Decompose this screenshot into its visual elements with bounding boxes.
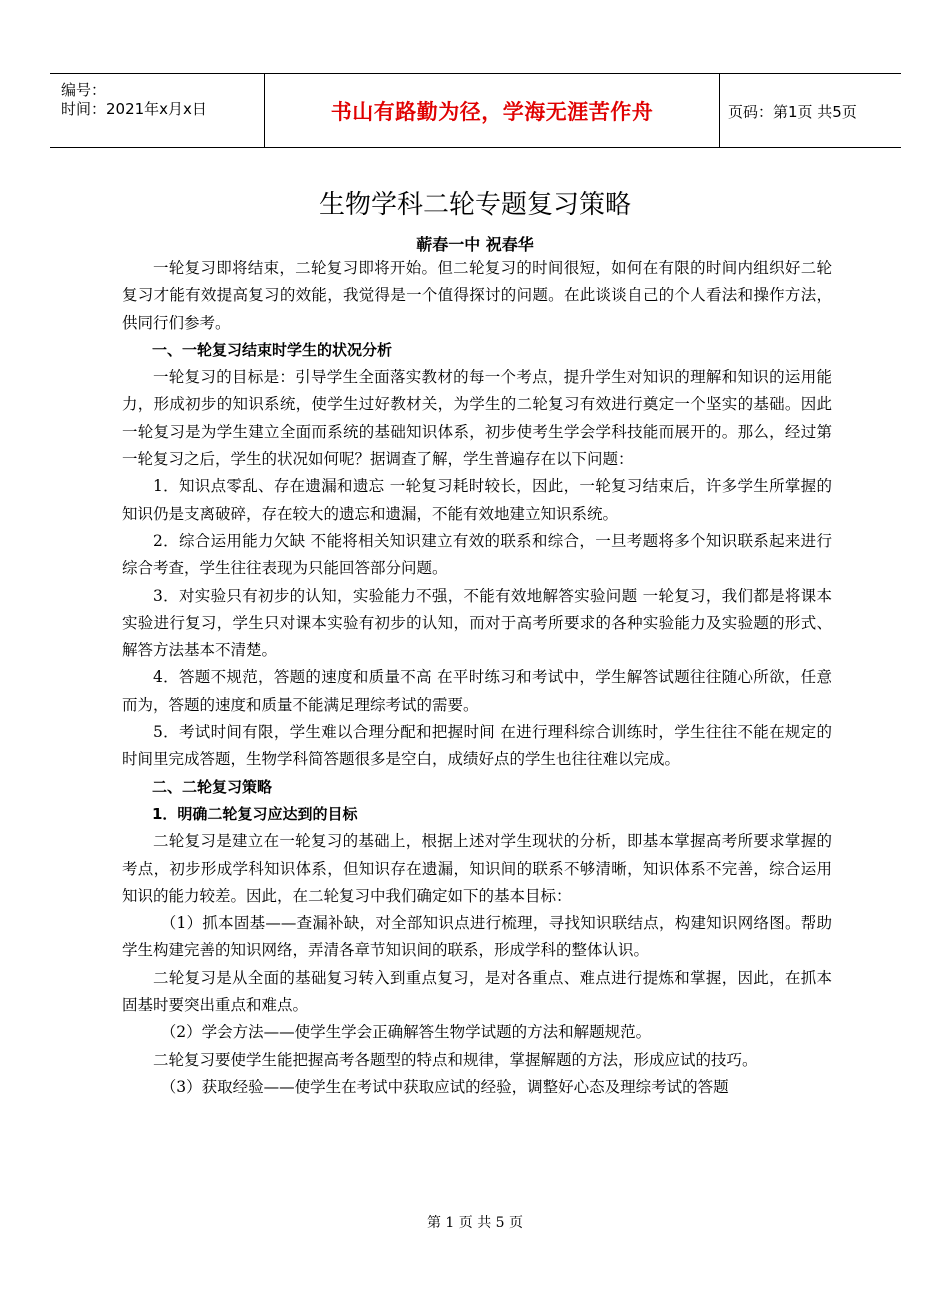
- goal-item: （1）抓本固基——查漏补缺，对全部知识点进行梳理，寻找知识联结点，构建知识网络图。帮助学生构建完善的知识网络，弄清各章节知识间的联系，形成学科的整体认识。: [122, 914, 832, 960]
- document-body: [122, 255, 832, 1101]
- page-footer: 第 1 页 共 5 页: [426, 1215, 524, 1231]
- body-paragraph: 一轮复习即将结束，二轮复习即将开始。但二轮复习的时间很短，如何在有限的时间内组织好二轮复习才能有效提高复习的效能，我觉得是一个值得探讨的问题。在此谈谈自己的个人看法和操作方法，供同行们参考。: [122, 259, 832, 332]
- header-left-cell: [50, 74, 264, 147]
- document-number-label: 编号：: [61, 81, 107, 99]
- header-table: [50, 73, 901, 148]
- body-paragraph: 2．综合运用能力欠缺 不能将相关知识建立有效的联系和综合，一旦考题将多个知识联系起来进行综合考查，学生往往表现为只能回答部分问题。: [122, 531, 832, 578]
- author-line: 蕲春一中 祝春华: [416, 235, 534, 254]
- section-heading: 一、一轮复习结束时学生的状况分析: [152, 340, 393, 359]
- header-right-cell: [718, 74, 901, 147]
- body-paragraph: 二轮复习是从全面的基础复习转入到重点复习，是对各重点、难点进行提炼和掌握，因此，在抓本固基时要突出重点和难点。: [122, 968, 832, 1015]
- body-paragraph: 一轮复习的目标是：引导学生全面落实教材的每一个考点，提升学生对知识的理解和知识的运用能力，形成初步的知识系统，使学生过好教材关，为学生的二轮复习有效进行奠定一个坚实的基础。因此一轮复习是为学生建立全面而系统的基础知识体系，初步使考生学会学科技能而展开的。那么，经过第一轮复习之后，学生的状况如何呢？据调查了解，学生普遍存在以下问题：: [122, 368, 832, 469]
- body-paragraph: 二轮复习要使学生能把握高考各题型的特点和规律，掌握解题的方法，形成应试的技巧。: [153, 1050, 758, 1069]
- goal-item: （3）获取经验——使学生在考试中获取应试的经验，调整好心态及理综考试的答题: [160, 1077, 729, 1096]
- body-paragraph: 二轮复习是建立在一轮复习的基础上，根据上述对学生现状的分析，即基本掌握高考所要求掌握的考点，初步形成学科知识体系，但知识存在遗漏，知识间的联系不够清晰，知识体系不完善，综合运用知识的能力较差。因此，在二轮复习中我们确定如下的基本目标：: [122, 832, 832, 905]
- section-heading: 二、二轮复习策略: [152, 777, 273, 796]
- page-info: 页码：第1页 共5页: [728, 103, 857, 121]
- goal-item: （2）学会方法——使学生学会正确解答生物学试题的方法和解题规范。: [160, 1023, 652, 1042]
- header-motto-cell: [264, 74, 720, 147]
- body-paragraph: 5．考试时间有限，学生难以合理分配和把握时间 在进行理科综合训练时，学生往往不能在规定的时间里完成答题，生物学科简答题很多是空白，成绩好点的学生也往往难以完成。: [122, 723, 832, 769]
- section-heading: 1．明确二轮复习应达到的目标: [152, 804, 358, 823]
- document-time-label: 时间：2021年x月x日: [61, 100, 207, 118]
- body-paragraph: 3．对实验只有初步的认知，实验能力不强，不能有效地解答实验问题 一轮复习，我们都是将课本实验进行复习，学生只对课本实验有初步的认知，而对于高考所要求的各种实验能力及实验题的形式、解答方法基本不清楚。: [122, 586, 832, 660]
- body-paragraph: 4．答题不规范，答题的速度和质量不高 在平时练习和考试中，学生解答试题往往随心所欲，任意而为，答题的速度和质量不能满足理综考试的需要。: [122, 668, 832, 714]
- body-paragraph: 1．知识点零乱、存在遗漏和遗忘 一轮复习耗时较长，因此，一轮复习结束后，许多学生所掌握的知识仍是支离破碎，存在较大的遗忘和遗漏，不能有效地建立知识系统。: [122, 477, 832, 523]
- document-title: 生物学科二轮专题复习策略: [318, 190, 631, 220]
- motto: 书山有路勤为径，学海无涯苦作舟: [330, 100, 654, 124]
